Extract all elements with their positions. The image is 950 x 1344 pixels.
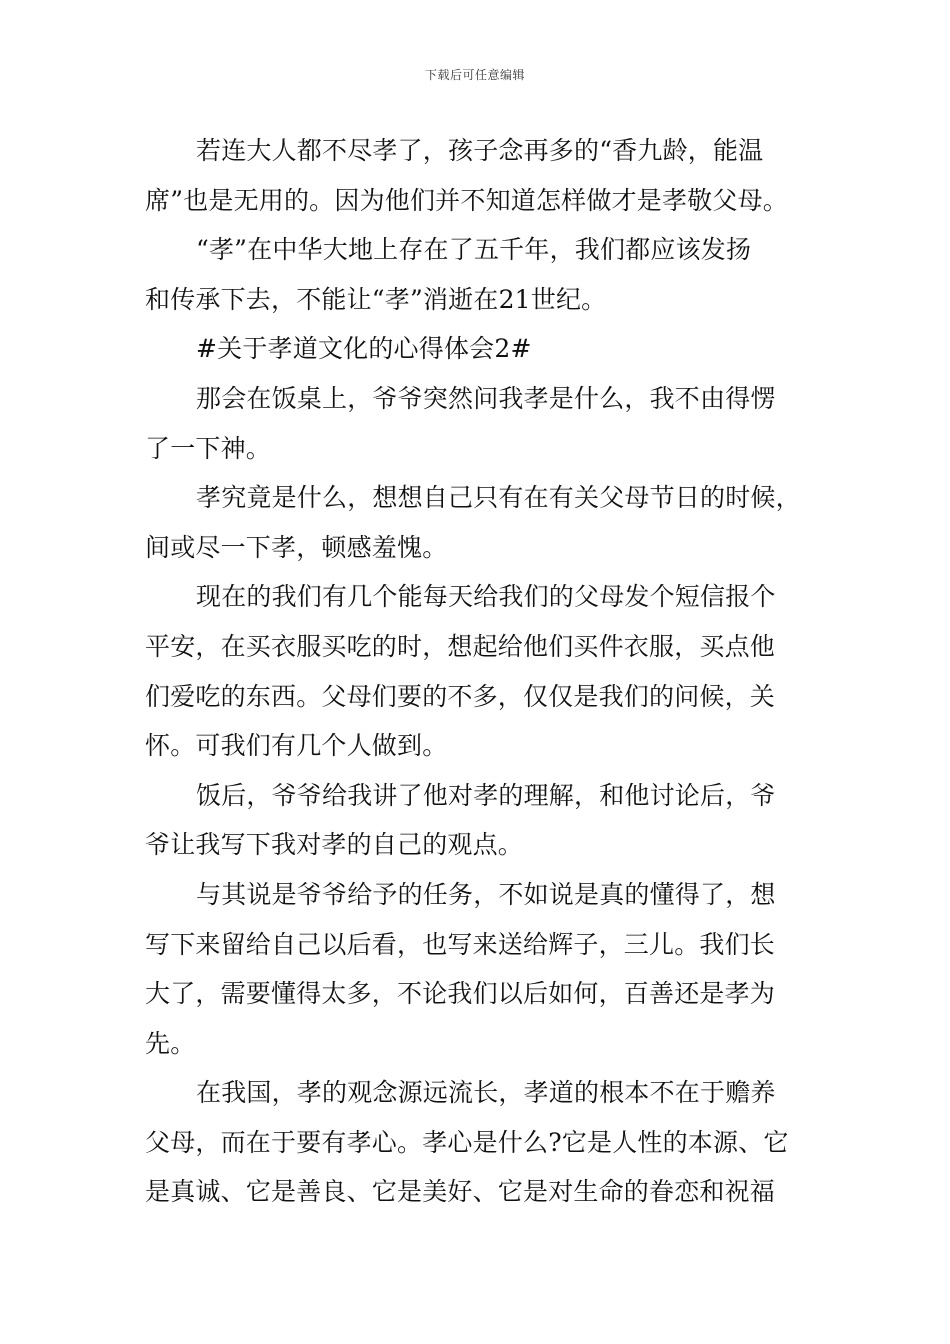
text-line: 饭后，爷爷给我讲了他对孝的理解，和他讨论后，爷: [196, 780, 776, 810]
text-line: 了一下神。: [145, 433, 272, 463]
text-line: 孝究竟是什么，想想自己只有在有关父母节日的时候，: [196, 483, 801, 513]
text-line: 间或尽一下孝，顿感羞愧。: [145, 532, 448, 562]
text-line: 在我国，孝的观念源远流长，孝道的根本不在于赡养: [196, 1078, 776, 1108]
text-line: 们爱吃的东西。父母们要的不多，仅仅是我们的问候，关: [145, 681, 776, 711]
text-line: 父母，而在于要有孝心。孝心是什么?它是人性的本源、它: [145, 1127, 789, 1157]
text-line: 平安，在买衣服买吃的时，想起给他们买件衣服，买点他: [145, 631, 776, 661]
text-line: 先。: [145, 1028, 196, 1058]
text-line: 爷让我写下我对孝的自己的观点。: [145, 830, 524, 860]
text-line: 大了，需要懂得太多，不论我们以后如何，百善还是孝为: [145, 979, 776, 1009]
page-header: 下载后可任意编辑: [424, 68, 525, 82]
text-line: 那会在饭桌上，爷爷突然问我孝是什么，我不由得愣: [196, 383, 776, 413]
text-line: “孝”在中华大地上存在了五千年，我们都应该发扬: [196, 235, 752, 265]
text-line: 写下来留给自己以后看，也写来送给辉子，三儿。我们长: [145, 929, 776, 959]
text-line: 怀。可我们有几个人做到。: [145, 731, 448, 761]
text-line: 若连大人都不尽孝了，孩子念再多的“香九龄，能温: [196, 136, 764, 165]
section-heading: #关于孝道文化的心得体会2#: [196, 334, 532, 364]
document-body: [145, 126, 825, 1217]
text-line: 现在的我们有几个能每天给我们的父母发个短信报个: [196, 582, 776, 612]
text-line: 席”也是无用的。因为他们并不知道怎样做才是孝敬父母。: [145, 185, 788, 215]
text-line: 与其说是爷爷给予的任务，不如说是真的懂得了，想: [196, 879, 776, 909]
text-line: 和传承下去，不能让“孝”消逝在21世纪。: [145, 284, 607, 314]
text-line: 是真诚、它是善良、它是美好、它是对生命的眷恋和祝福: [145, 1177, 776, 1207]
